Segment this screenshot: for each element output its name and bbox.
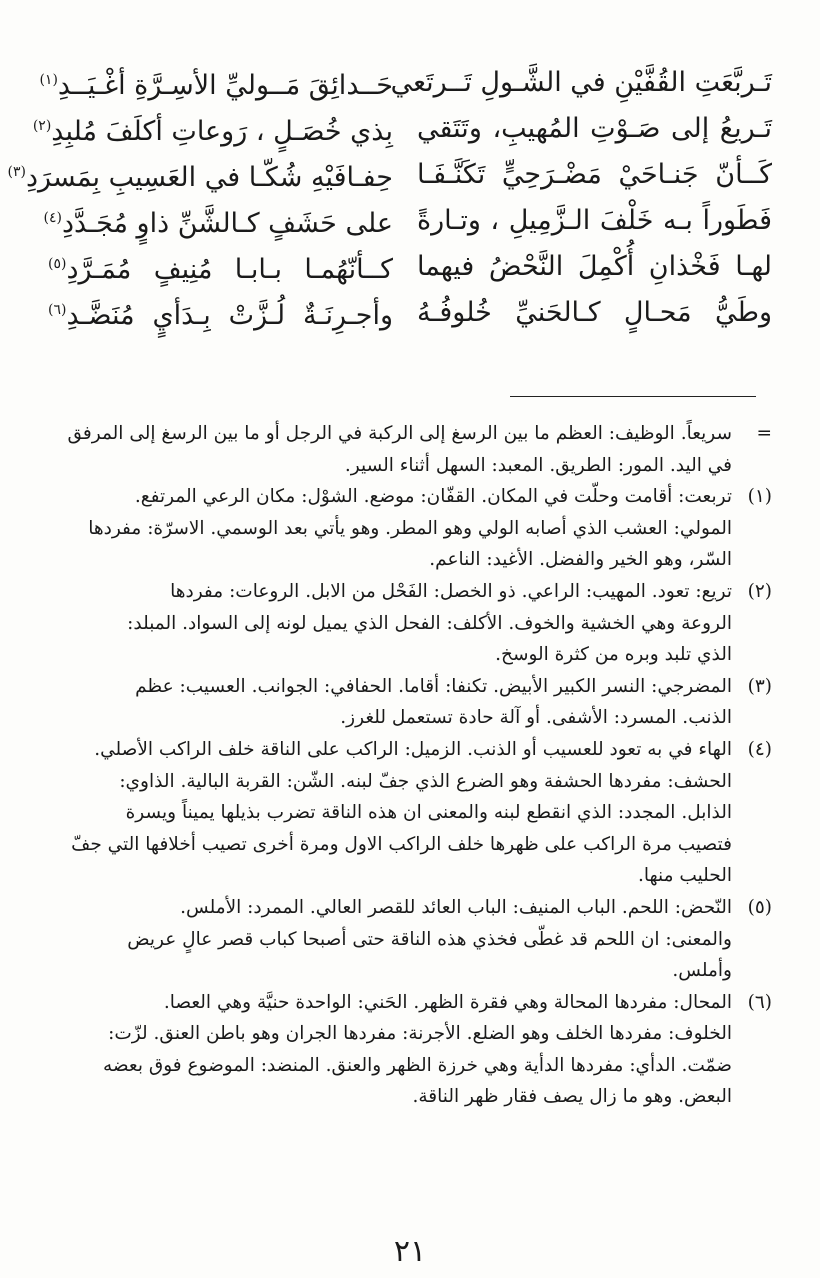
- footnote-line: النّحض: اللحم. الباب المنيف: الباب العائد للقصر العالي. الممرد: الأملس.: [180, 896, 732, 918]
- footnote-line: الذابل. المجدد: الذي انقطع لبنه والمعنى ان هذه الناقة تضرب بذيلها يميناً ويسرة: [125, 802, 732, 824]
- footnote-line: الهاء في به تعود للعسيب أو الذنب. الزميل: الراكب على الناقة خلف الراكب الأصلي.: [94, 738, 732, 760]
- verse-first-hemistich: تَـريعُ إلى صَـوْتِ المُهيبِ، وتَتَقي: [417, 113, 772, 144]
- footnote-text: [52, 671, 732, 734]
- verse-first-hemistich: وطَيُّ مَحـالٍ كـالحَنيِّ خُلوفُـهُ: [417, 297, 772, 328]
- footnote-text: [52, 734, 732, 892]
- verse-line: [43, 198, 772, 244]
- footnote-line: المضرجي: النسر الكبير الأبيض. تكنفا: أقاما. الحفافي: الجوانب. العسيب: عظم: [135, 675, 732, 697]
- footnote-line: المولي: العشب الذي أصابه الولي وهو المطر. وهو يأتي بعد الوسمي. الاسرّة: مفردها: [88, 517, 732, 539]
- footnote-number: (٦): [747, 991, 772, 1013]
- footnote-2: [52, 576, 772, 671]
- verse-second-hemistich: [43, 195, 393, 247]
- verse-first-hemistich: كَــأنّ جَنـاحَيْ مَضْـرَحِيٍّ تَكَنَّـفَـا: [417, 159, 772, 190]
- footnote-line: البعض. وهو ما زال يصف فقار ظهر الناقة.: [412, 1086, 732, 1108]
- verse-second-hemistich: [39, 57, 393, 109]
- footnote-marker: (٤): [43, 210, 62, 226]
- footnote-line: المحال: مفردها المحالة وهي فقرة الظهر. الحَني: الواحدة حنيَّة وهي العصا.: [163, 991, 732, 1013]
- footnote-text: [52, 987, 732, 1113]
- footnote-1: [52, 481, 772, 576]
- footnote-5: [52, 892, 772, 987]
- footnote-6: [52, 987, 772, 1113]
- footnote-marker: (٦): [48, 302, 67, 318]
- verse-text: بِذي خُصَـلٍ ، رَوعاتِ أكلَفَ مُلبِدِ: [51, 116, 393, 147]
- footnote-line: الحشف: مفردها الحشفة وهو الضرع الذي جفّ لبنه. الشّن: القربة البالية. الذاوي:: [119, 770, 732, 792]
- footnote-text: [52, 576, 732, 671]
- footnote-number: =: [756, 423, 772, 444]
- footnote-marker: (٣): [7, 164, 26, 180]
- verse-line: [48, 290, 772, 336]
- footnote-marker: (١): [39, 72, 58, 88]
- verse-text: على حَشَفٍ كـالشَّنِّ ذاوٍ مُجَـدَّدِ: [61, 208, 393, 239]
- verse-second-hemistich: [7, 149, 393, 201]
- verse-second-hemistich: [48, 287, 393, 339]
- footnote-divider: [510, 396, 756, 397]
- verse-second-hemistich: [32, 103, 393, 155]
- verse-first-hemistich: فَطَوراً بـه خَلْفَ الـزَّمِيلِ ، وتـارةً: [417, 205, 772, 236]
- footnote-line: وأملس.: [672, 960, 732, 982]
- footnote-number: (٢): [747, 580, 772, 602]
- footnote-line: تربعت: أقامت وحلّت في المكان. القفّان: موضع. الشوْل: مكان الرعي المرتفع.: [134, 486, 732, 508]
- poem-verses: [7, 60, 772, 336]
- footnote-line: السّر، وهو الخير والفضل. الأغيد: الناعم.: [429, 549, 732, 571]
- footnote-line: في اليد. المور: الطريق. المعبد: السهل أثناء السير.: [344, 454, 732, 476]
- footnote-line: ضمّت. الدأي: مفردها الدأية وهي خرزة الظهر والعنق. المنضد: الموضوع فوق بعضه: [102, 1054, 732, 1076]
- verse-text: حَــدائِقَ مَــوليِّ الأسِـرَّةِ أغْـيَــدِ: [57, 70, 393, 101]
- footnote-line: تريع: تعود. المهيب: الراعي. ذو الخصل: الفَحْل من الابل. الروعات: مفردها: [170, 580, 732, 602]
- verse-line: [7, 152, 772, 198]
- footnote-number: (١): [747, 486, 772, 508]
- verse-second-hemistich: [48, 241, 393, 293]
- verse-text: كــأنّهُمـا بـابـا مُنِيفٍ مُمَـرَّدِ: [66, 254, 393, 285]
- footnotes: [52, 418, 772, 1113]
- footnote-line: سريعاً. الوظيف: العظم ما بين الرسغ إلى الركبة في الرجل أو ما بين الرسغ إلى المرفق: [67, 423, 732, 444]
- footnote-3: [52, 671, 772, 734]
- verse-line: [48, 244, 772, 290]
- verse-first-hemistich: لهـا فَخْذانِ أُكْمِلَ النَّحْضُ فيهما: [417, 251, 772, 282]
- verse-text: وأجـرِنَـةٌ لُـزَّتْ بِـدَأيٍ مُنَضَّـدِ: [66, 300, 393, 331]
- page-number: ٢١: [393, 1234, 427, 1269]
- footnote-line: الخلوف: مفردها الخلف وهو الضلع. الأجرنة: مفردها الجران وهو باطن العنق. لزّت:: [108, 1023, 732, 1045]
- footnote-line: الذنب. المسرد: الأشفى. أو آلة حادة تستعمل للغرز.: [340, 707, 732, 729]
- footnote-line: الروعة وهي الخشية والخوف. الأكلف: الفحل الذي يميل لونه إلى السواد. المبلد:: [127, 612, 732, 634]
- footnote-marker: (٢): [32, 118, 52, 134]
- footnote-line: والمعنى: ان اللحم قد غطّى فخذي هذه الناقة حتى أصبحا كباب قصر عالٍ عريض: [127, 928, 732, 950]
- footnote-number: (٤): [747, 738, 772, 760]
- footnote-text: [52, 418, 732, 481]
- footnote-number: (٥): [747, 896, 772, 918]
- verse-first-hemistich: تَـربَّعَتِ القُفَّيْنِ في الشَّـولِ تَــرتَعي: [390, 67, 772, 98]
- footnote-line: فتصيب مرة الراكب على ظهرها خلف الراكب الاول ومرة أخرى تصيب أخلافها التي جفّ: [71, 833, 732, 855]
- footnote-line: الحليب منها.: [637, 865, 732, 887]
- verse-line: [39, 60, 772, 106]
- footnote-text: [52, 892, 732, 987]
- footnote-text: [52, 481, 732, 576]
- verse-text: حِفـافَيْهِ شُكّـا في العَسِيبِ بِمَسرَدِ: [25, 162, 393, 193]
- verse-line: [32, 106, 772, 152]
- footnote-4: [52, 734, 772, 892]
- footnote-number: (٣): [747, 675, 772, 697]
- footnote-continued: [52, 418, 772, 481]
- footnote-line: الذي تلبد وبره من كثرة الوسخ.: [495, 644, 732, 666]
- footnote-marker: (٥): [48, 256, 67, 272]
